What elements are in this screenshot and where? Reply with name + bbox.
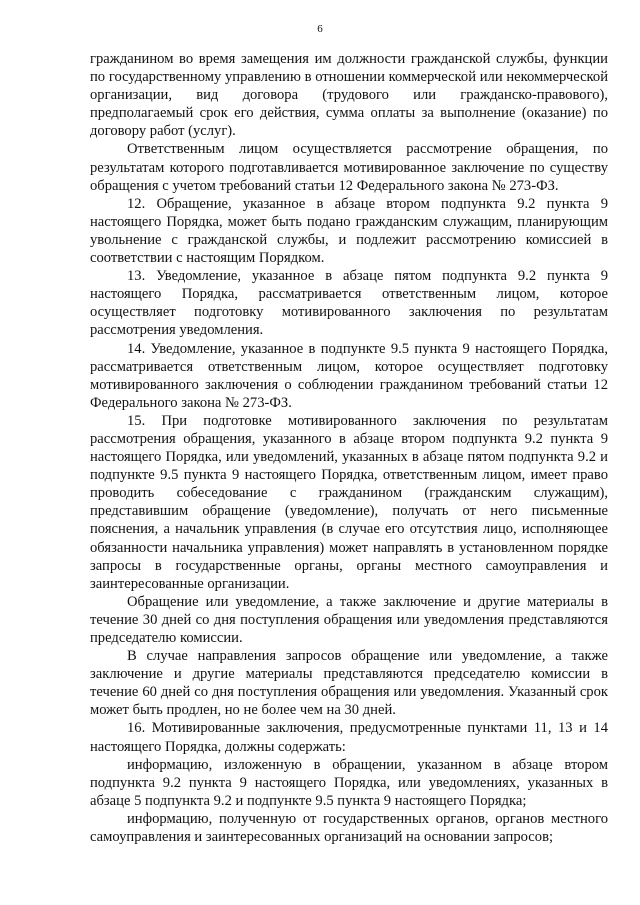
paragraph-item-15: 15. При подготовке мотивированного заключения по результатам рассмотрения обращения, указанного в абзаце втором подпункта 9.2 пункта 9 настоящего Порядка, или уведомлений, указанных в абзаце пятом подпункта 9.2 и подпункте 9.5 пункта 9 настоящего Порядка, ответственным лицом, имеет право проводить собеседование с гражданином (гражданским служащим), представившим обращение (уведомление), получать от него письменные пояснения, а начальник управления (в случае его отсутствия лицо, исполняющее обязанности начальника управления) может направлять в установленном порядке запросы в государственные органы, органы местного самоуправления и заинтересованные организации. xyxy=(90,412,608,592)
paragraph-item-16-info-agencies: информацию, полученную от государственных органов, органов местного самоуправления и заинтересованных организаций на основании запросов; xyxy=(90,810,608,846)
paragraph-60-days: В случае направления запросов обращение или уведомление, а также заключение и другие материалы представляются председателю комиссии в течение 60 дней со дня поступления обращения или уведомления. Указанный срок может быть продлен, но не более чем на 30 дней. xyxy=(90,648,608,719)
paragraph-responsible-person: Ответственным лицом осуществляется рассмотрение обращения, по результатам которого подготавливается мотивированное заключение по существу обращения с учетом требований статьи 12 Федерального закона № 273-ФЗ. xyxy=(90,141,608,194)
paragraph-item-16: 16. Мотивированные заключения, предусмотренные пунктами 11, 13 и 14 настоящего Порядка, должны содержать: xyxy=(90,720,608,755)
paragraph-item-12: 12. Обращение, указанное в абзаце втором подпункта 9.2 пункта 9 настоящего Порядка, может быть подано гражданским служащим, планирующим увольнение с гражданской службы, и подлежит рассмотрению комиссией в соответствии с настоящим Порядком. xyxy=(90,195,608,267)
paragraph-item-14: 14. Уведомление, указанное в подпункте 9.5 пункта 9 настоящего Порядка, рассматривается ответственным лицом, которое осуществляет подготовку мотивированного заключения о соблюдении гражданином требований статьи 12 Федерального закона № 273-ФЗ. xyxy=(90,340,608,411)
document-body xyxy=(90,50,608,846)
paragraph-item-16-info-request: информацию, изложенную в обращении, указанном в абзаце втором подпункта 9.2 пункта 9 настоящего Порядка, или уведомлениях, указанных в абзаце 5 подпункта 9.2 и подпункте 9.5 пункта 9 настоящего Порядка; xyxy=(90,756,608,809)
paragraph-30-days: Обращение или уведомление, а также заключение и другие материалы в течение 30 дней со дня поступления обращения или уведомления представляются председателю комиссии. xyxy=(90,593,608,646)
paragraph-item-13: 13. Уведомление, указанное в абзаце пятом подпункта 9.2 пункта 9 настоящего Порядка, рассматривается ответственным лицом, которое осуществляет подготовку мотивированного заключения по результатам рассмотрения уведомления. xyxy=(90,268,608,339)
page-number: 6 xyxy=(317,23,323,35)
paragraph-continuation: гражданином во время замещения им должности гражданской службы, функции по государственному управлению в отношении коммерческой или некоммерческой организации, вид договора (трудового или гражданско-правового), предполагаемый срок его действия, сумма оплаты за выполнение (оказание) по договору работ (услуг). xyxy=(90,51,608,140)
